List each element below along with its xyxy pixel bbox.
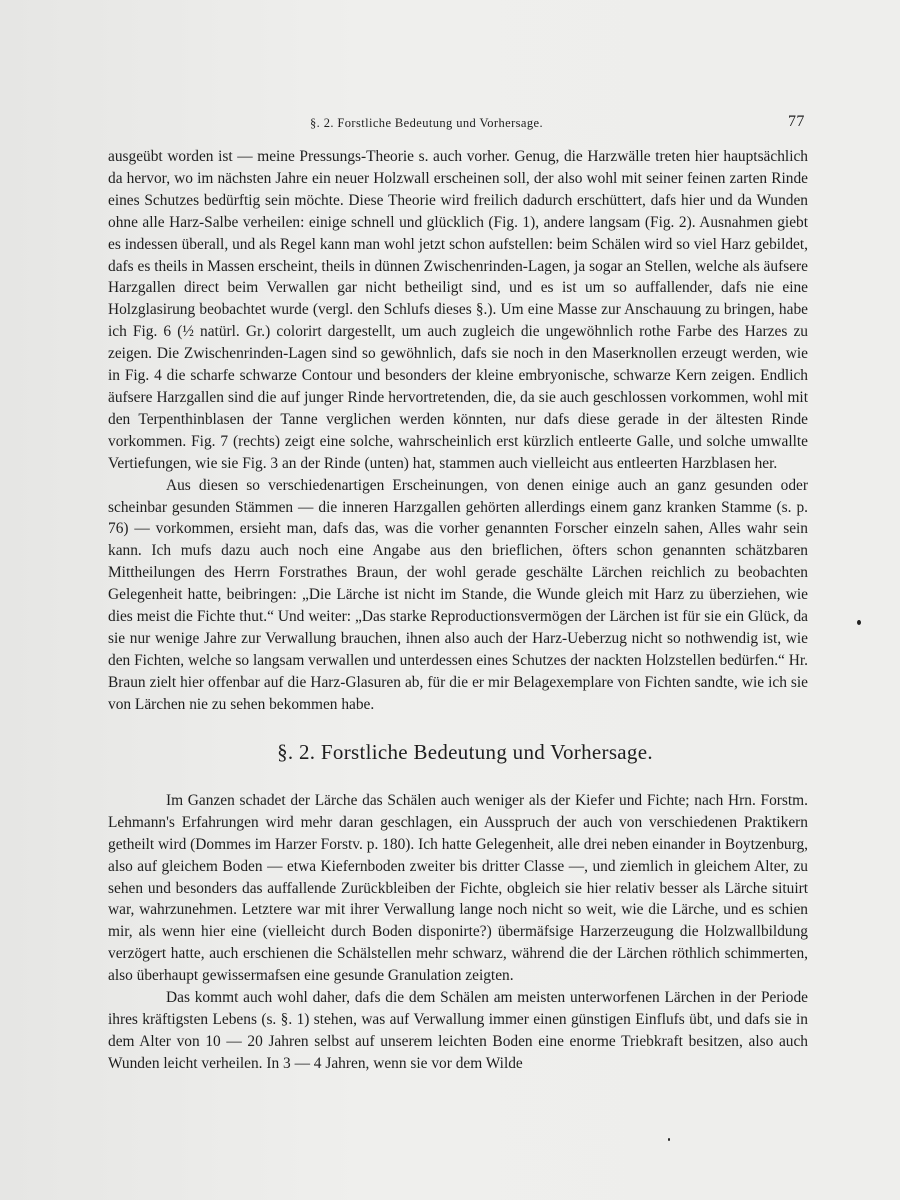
section-paragraph: Im Ganzen schadet der Lärche das Schälen auch weniger als der Kiefer und Fichte; nach Hrn. Forstm. Lehmann's Erfahrungen wird mehr daran geschlagen, ein Ausspruch der auch von verschiedenen Praktikern getheilt wird (Dommes im Harzer Forstv. p. 180). Ich hatte Gelegenheit, alle drei neben einander in Boytzenburg, also auf gleichem Boden — etwa Kiefernboden zweiter bis dritter Classe —, und ziemlich in gleichem Alter, zu sehen und besonders das auffallende Zurückbleiben der Fichte, obgleich sie hier relativ besser als Lärche situirt war, wahrzunehmen. Letztere war mit ihrer Verwallung lange noch nicht so weit, wie die Lärche, und es schien mir, als wenn hier eine (vielleicht durch Boden disponirte?) übermäfsige Harzerzeugung die Holzwallbildung verzögert hatte, auch erschienen die Schälstellen mehr schwarz, während die der Lärchen röthlich schimmerten, also überhaupt gewissermafsen eine gesunde Granulation zeigten. [108, 791, 808, 985]
body-paragraph: ausgeübt worden ist — meine Pressungs-Theorie s. auch vorher. Genug, die Harzwälle treten hier hauptsächlich da hervor, wo im nächsten Jahre ein neuer Holzwall erscheinen soll, der also wohl mit seiner feinen zarten Rinde eines Schutzes bedürftig sein möchte. Diese Theorie wird freilich dadurch erschüttert, dafs hier und da Wunden ohne alle Harz-Salbe verheilen: einige schnell und glücklich (Fig. 1), andere langsam (Fig. 2). Ausnahmen giebt es indessen überall, und als Regel kann man wohl jetzt schon aufstellen: beim Schälen wird so viel Harz gebildet, dafs es theils in Massen erscheint, theils in dünnen Zwischenrinden-Lagen, ja sogar an Stellen, welche als äufsere Harzgallen direct beim Verwallen gar nicht betheiligt sind, und es ist um so auffallender, dafs nie eine Holzglasirung beobachtet wurde (vergl. den Schlufs dieses §.). Um eine Masse zur Anschauung zu bringen, habe ich Fig. 6 (½ natürl. Gr.) colorirt dargestellt, um auch zugleich die ungewöhnlich rothe Farbe des Harzes zu zeigen. Die Zwischenrinden-Lagen sind so gewöhnlich, dafs sie noch in den Maserknollen erzeugt werden, wie in Fig. 4 die scharfe schwarze Contour und besonders der kleine embryonische, schwarze Kern zeigen. Endlich äufsere Harzgallen sind die auf junger Rinde hervortretenden, die, da sie auch geschlossen vorkommen, wohl mit den Terpenthinblasen der Tanne verglichen werden könnten, nur dafs diese gerade in der ältesten Rinde vorkommen. Fig. 7 (rechts) zeigt eine solche, wahrscheinlich erst kürzlich entleerte Galle, und solche umwallte Vertiefungen, wie sie Fig. 3 an der Rinde (unten) hat, stammen auch vielleicht aus entleerten Harzblasen her. [108, 148, 808, 472]
page-number: 77 [788, 113, 805, 130]
section-paragraph: Das kommt auch wohl daher, dafs die dem Schälen am meisten unterworfenen Lärchen in der Periode ihres kräftigsten Lebens (s. §. 1) stehen, was auf Verwallung immer einen günstigen Einflufs übt, und dafs sie in dem Alter von 10 — 20 Jahren selbst auf unserem leichten Boden eine enorme Triebkraft besitzen, also auch Wunden leicht verheilen. In 3 — 4 Jahren, wenn sie vor dem Wilde [108, 989, 808, 1072]
ink-speck [857, 620, 861, 625]
body-text [108, 146, 808, 716]
section-forstliche-bedeutung [108, 742, 808, 1075]
ink-speck [668, 1138, 670, 1141]
running-head-title: §. 2. Forstliche Bedeutung und Vorhersage. [310, 116, 543, 130]
section-heading: §. 2. Forstliche Bedeutung und Vorhersage. [277, 740, 653, 764]
running-head [0, 113, 900, 133]
body-paragraph: Aus diesen so verschiedenartigen Erscheinungen, von denen einige auch an ganz gesunden oder scheinbar gesunden Stämmen — die inneren Harzgallen gehörten allerdings einem ganz kranken Stamme (s. p. 76) — vorkommen, ersieht man, dafs das, was die vorher genannten Forscher einzeln sahen, Alles wahr sein kann. Ich mufs dazu auch noch eine Angabe aus den brieflichen, öfters schon genannten schätzbaren Mittheilungen des Herrn Forstrathes Braun, der wohl gerade geschälte Lärchen reichlich zu beobachten Gelegenheit hatte, beibringen: „Die Lärche ist nicht im Stande, die Wunde gleich mit Harz zu überziehen, wie dies meist die Fichte thut.“ Und weiter: „Das starke Reproductionsvermögen der Lärchen ist für sie ein Glück, da sie nur wenige Jahre zur Verwallung brauchen, ihnen also auch der Harz-Ueberzug nicht so nothwendig ist, wie den Fichten, welche so langsam verwallen und unterdessen eines Schutzes der nackten Holzstellen bedürfen.“ Hr. Braun zielt hier offenbar auf die Harz-Glasuren ab, für die er mir Belagexemplare von Fichten sandte, wie ich sie von Lärchen nie zu sehen bekommen habe. [108, 476, 808, 713]
